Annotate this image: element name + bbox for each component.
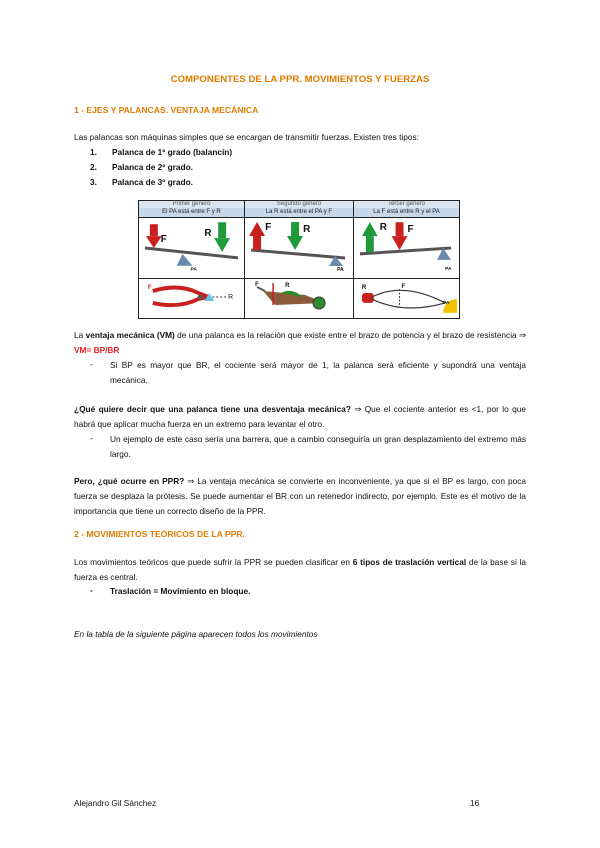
resistance-arrow-down-icon (287, 222, 303, 250)
fulcrum-label: PA (190, 267, 197, 273)
pivot (198, 295, 203, 300)
resistance-label: R (379, 222, 387, 234)
fulcrum-icon (177, 254, 193, 266)
page-title: COMPONENTES DE LA PPR. MOVIMIENTOS Y FUERZAS (170, 74, 430, 85)
lever-column-header: Segundo género (245, 201, 353, 208)
bullet-dash: - (90, 585, 93, 595)
lever-column-header: Tercer género (354, 201, 459, 208)
forearm-outline (372, 290, 445, 308)
fulcrum-label: PA (443, 300, 450, 306)
lever-column-subheader: El PA está entre F y R (139, 208, 244, 217)
first-class-lever-diagram (139, 218, 244, 273)
section-1-heading: 1 - EJES Y PALANCAS. VENTAJA MECÁNICA (74, 105, 259, 115)
lever-column-header: Primer género (139, 201, 244, 208)
intro-paragraph: Las palancas son máquinas simples que se encargan de transmitir fuerzas. Existen tres tipos: (74, 132, 419, 142)
lever-column-subheader: La F está entre R y el PA (354, 208, 459, 217)
force-arrow-down-icon (392, 222, 408, 250)
disadvantage-paragraph: ¿Qué quiere decir que una palanca tiene una desventaja mecánica? ⇒ Que el cociente anterior es <1, por lo que habrá que aplicar mucha fuerza en un extremo para levantar el otro. (74, 404, 526, 429)
force-label: F (264, 222, 272, 233)
force-label: F (160, 234, 167, 246)
ppr-paragraph: Pero, ¿qué ocurre en PPR? ⇒ La ventaja mecánica se convierte en inconveniente, ya que si el BP es largo, con poca fuerza se desplaza la prótesis. Se puede aumentar el BR con un retenedor indirecto, por ejemplo. Este es el motivo de la importancia que tiene un correcto diseño de la PPR. (74, 476, 526, 516)
footer-page-number: 16 (470, 798, 480, 808)
resistance-label: R (302, 224, 311, 235)
resistance-arrow-down-icon (214, 222, 230, 252)
force-arrow-up-icon (249, 222, 265, 250)
note-text: En la tabla de la siguiente página aparecen todos los movimientos (74, 629, 318, 639)
pliers-illustration (139, 279, 244, 313)
lever-column-subheader: La R está entre el PA y F (245, 208, 353, 217)
lever-types-figure (138, 200, 460, 319)
force-label: F (407, 224, 414, 236)
forearm-illustration (354, 279, 459, 313)
bullet-dash: - (90, 359, 93, 369)
lever-bar (145, 248, 238, 258)
fulcrum-label: PA (445, 266, 452, 272)
force-label: F (147, 285, 152, 292)
section-2-heading: 2 - MOVIMIENTOS TEÓRICOS DE LA PPR. (74, 529, 245, 539)
weight (362, 293, 374, 303)
second-class-lever-diagram (245, 218, 353, 273)
force-label: F (401, 284, 406, 291)
bullet-dash: - (90, 433, 93, 443)
force-label: F (254, 282, 259, 288)
resistance-label: R (204, 228, 212, 240)
resistance-label: R (284, 283, 290, 289)
vm-paragraph: La ventaja mecánica (VM) de una palanca es la relación que existe entre el brazo de potencia y el brazo de resistencia ⇒ VM= BP/BR (74, 330, 526, 355)
wheelbarrow-illustration (245, 279, 353, 313)
resistance-arrow-up-icon (362, 222, 378, 252)
lever-bar (251, 250, 345, 258)
resistance-label: R (361, 285, 367, 292)
third-class-lever-diagram (354, 218, 459, 273)
footer-author: Alejandro Gil Sánchez (74, 798, 157, 808)
force-arrow-down-icon (146, 224, 162, 248)
resistance-label: R (228, 293, 234, 301)
fulcrum-label: PA (336, 267, 344, 273)
translation-bullet: Traslación = Movimiento en bloque. (110, 586, 251, 596)
disadvantage-bullet: Un ejemplo de este caso sería una barrera, que a cambio conseguiría un gran desplazamiento del extremo más largo. (110, 434, 526, 459)
vm-bullet: Si BP es mayor que BR, el cociente será mayor de 1, la palanca será eficiente y supondrá una ventaja mecánica. (110, 360, 526, 385)
movements-paragraph: Los movimientos teóricos que puede sufrir la PPR se pueden clasificar en 6 tipos de traslación vertical de la base si la fuerza es central. (74, 557, 526, 582)
wheel (313, 297, 325, 309)
